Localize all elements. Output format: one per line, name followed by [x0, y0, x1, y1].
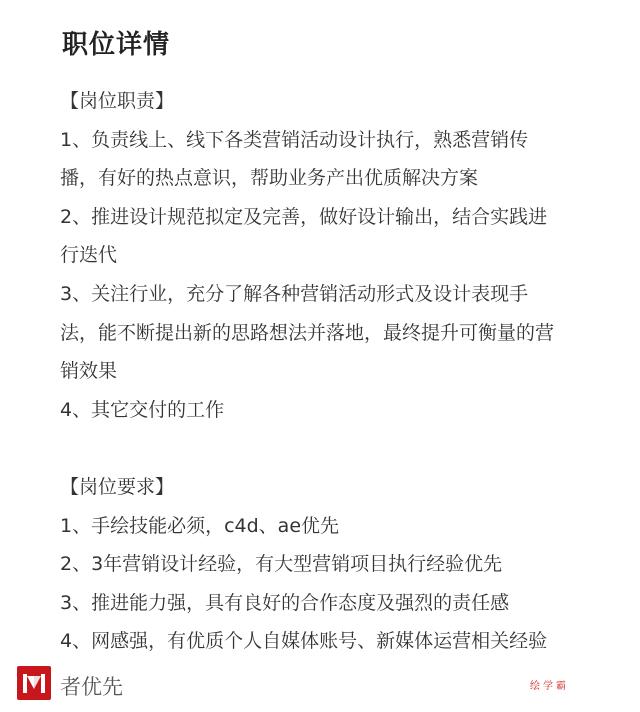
requirements-header: 【岗位要求】	[60, 475, 175, 498]
requirement-line: 1、手绘技能必须，c4d、ae优先	[60, 514, 340, 537]
responsibility-line: 1、负责线上、线下各类营销活动设计执行，熟悉营销传	[60, 128, 529, 151]
requirement-line: 4、网感强，有优质个人自媒体账号、新媒体运营相关经验	[60, 630, 548, 653]
responsibilities-header: 【岗位职责】	[60, 90, 175, 112]
page-title: 职位详情	[62, 30, 171, 60]
responsibility-line: 3、关注行业，充分了解各种营销活动形式及设计表现手	[60, 282, 529, 305]
responsibility-line: 2、推进设计规范拟定及完善，做好设计输出，结合实践进	[60, 205, 548, 228]
section-spacer	[60, 429, 620, 468]
responsibility-line: 4、其它交付的工作	[60, 398, 225, 421]
footer-brand-text: 者优先	[60, 675, 123, 699]
watermark-text: 绘学霸	[530, 681, 569, 692]
requirement-line: 3、推进能力强，具有良好的合作态度及强烈的责任感	[60, 591, 510, 614]
brand-logo-icon	[17, 666, 51, 700]
requirement-line: 2、3年营销设计经验，有大型营销项目执行经验优先	[60, 553, 503, 576]
responsibility-line: 播，有好的热点意识，帮助业务产出优质解决方案	[60, 167, 479, 190]
job-description	[60, 82, 620, 661]
responsibility-line: 法，能不断提出新的思路想法并落地，最终提升可衡量的营	[60, 321, 555, 344]
responsibility-line: 行迭代	[60, 244, 118, 267]
responsibility-line: 销效果	[60, 360, 118, 383]
